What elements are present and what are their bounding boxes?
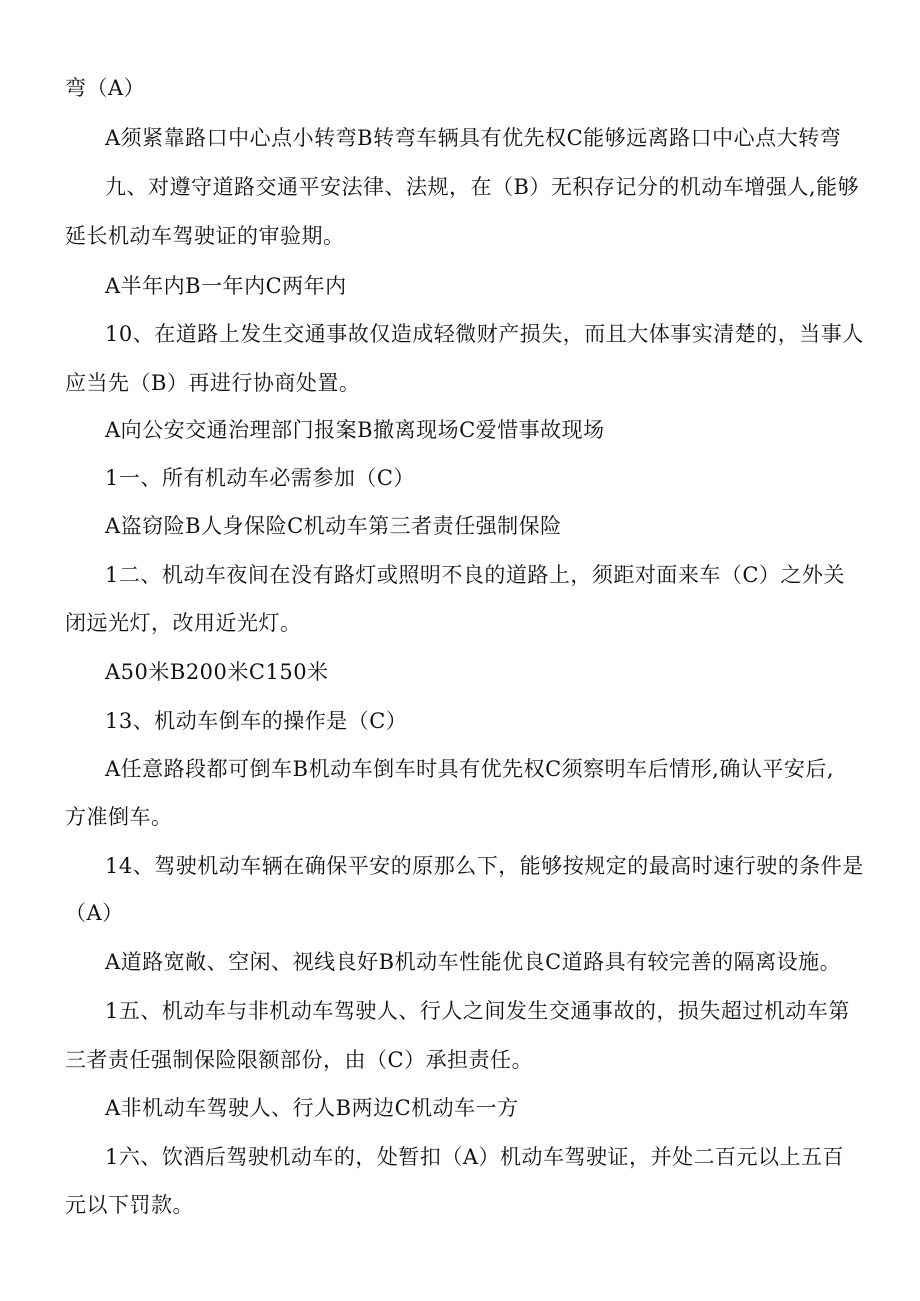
- text-line: 应当先（B）再进行协商处置。: [65, 371, 361, 395]
- text-line: 延长机动车驾驶证的审验期。: [65, 224, 345, 248]
- text-line: 1六、饮酒后驾驶机动车的，处暂扣（A）机动车驾驶证，并处二百元以上五百: [105, 1145, 845, 1169]
- text-line: 闭远光灯，改用近光灯。: [65, 611, 302, 635]
- text-line: A道路宽敞、空闲、视线良好B机动车性能优良C道路具有较完善的隔离设施。: [105, 950, 842, 974]
- text-line: A盗窃险B人身保险C机动车第三者责任强制保险: [105, 514, 562, 538]
- text-line: 九、对遵守道路交通平安法律、法规，在（B）无积存记分的机动车增强人,能够: [105, 175, 860, 199]
- text-line: 元以下罚款。: [65, 1193, 194, 1217]
- text-line: 14、驾驶机动车辆在确保平安的原那么下，能够按规定的最高时速行驶的条件是: [105, 854, 864, 878]
- text-line: 1二、机动车夜间在没有路灯或照明不良的道路上，须距对面来车（C）之外关: [105, 563, 845, 587]
- text-line: 1五、机动车与非机动车驾驶人、行人之间发生交通事故的，损失超过机动车第: [105, 999, 850, 1023]
- text-line: 方准倒车。: [65, 805, 173, 829]
- text-line: 10、在道路上发生交通事故仅造成轻微财产损失，而且大体事实清楚的，当事人: [105, 322, 864, 346]
- text-line: A任意路段都可倒车B机动车倒车时具有优先权C须察明车后情形,确认平安后,: [105, 757, 835, 781]
- text-line: A须紧靠路口中心点小转弯B转弯车辆具有优先权C能够远离路口中心点大转弯: [105, 126, 842, 150]
- text-line: （A）: [65, 901, 124, 925]
- text-line: 13、机动车倒车的操作是（C）: [105, 709, 408, 733]
- text-line: A半年内B一年内C两年内: [105, 274, 347, 298]
- text-line: 弯（A）: [65, 76, 146, 100]
- text-line: 三者责任强制保险限额部份，由（C）承担责任。: [65, 1048, 534, 1072]
- text-line: 1一、所有机动车必需参加（C）: [105, 466, 415, 490]
- text-line: A向公安交通治理部门报案B撤离现场C爱惜事故现场: [105, 418, 605, 442]
- text-line: A50米B200米C150米: [105, 660, 329, 684]
- text-line: A非机动车驾驶人、行人B两边C机动车一方: [105, 1096, 519, 1120]
